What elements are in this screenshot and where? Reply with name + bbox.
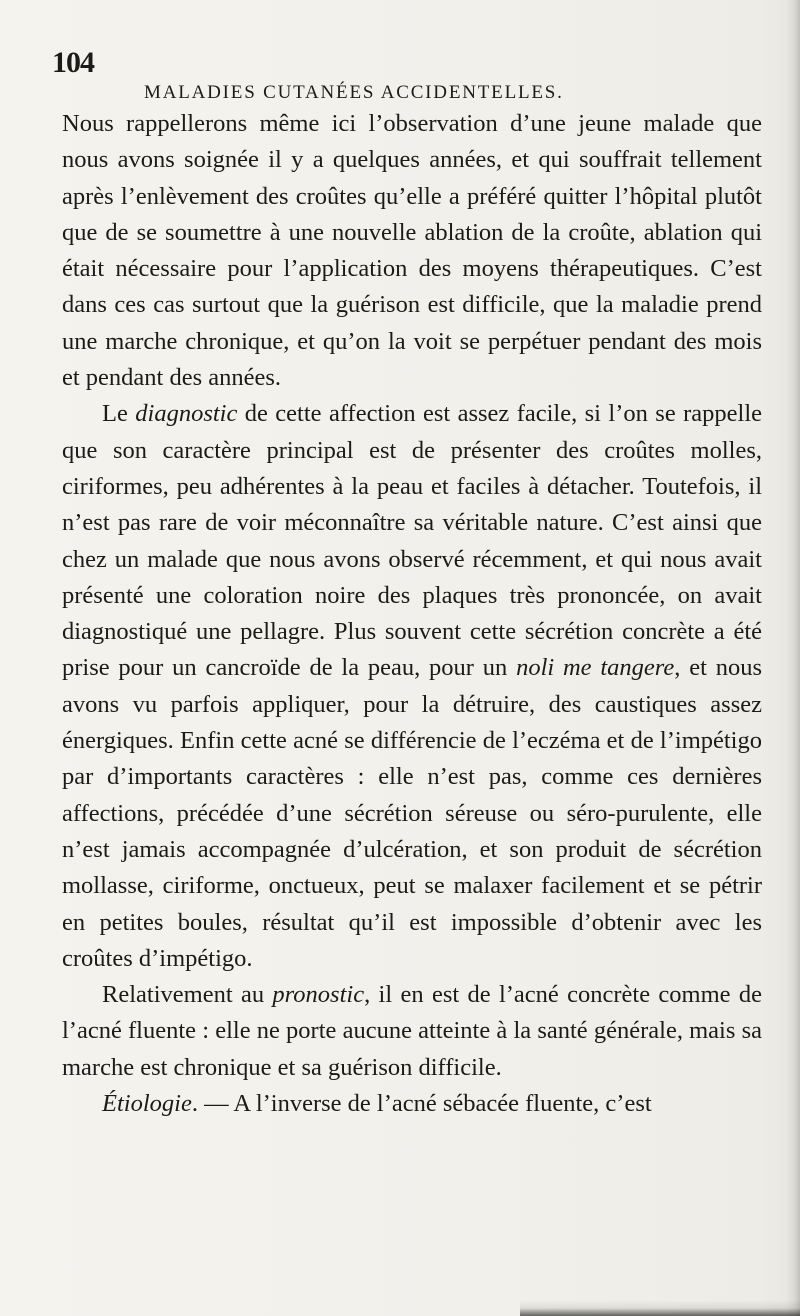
italic-term-noli-me-tangere: noli me tangere <box>516 654 675 682</box>
italic-term-pronostic: pronostic <box>272 981 365 1009</box>
paragraph-3-part-2: , il en est de l’acné concrète comme de l’acné fluente : elle ne porte aucune atteinte à la santé générale, mais sa marche est chronique et sa guérison difficile. <box>62 981 762 1081</box>
paragraph-2-part-2: de cette affection est assez facile, si l’on se rappelle que son caractère principal est de présenter des croûtes molles, ciriformes, peu adhérentes à la peau et faciles à détacher. Toutefois, il n’est pas rare de voir méconnaître sa véritable nature. C’est ainsi que chez un malade que nous avons observé récemment, et qui nous avait présenté une coloration noire des plaques très prononcée, on avait diagnostiqué une pellagre. Plus souvent cette sécrétion concrète a été prise pour un cancroïde de la peau, pour un <box>62 400 763 682</box>
paragraph-1-text: Nous rappellerons même ici l’observation d’une jeune malade que nous avons soignée il y a quelques années, et qui souffrait tellement après l’enlèvement des croûtes qu’elle a préféré quitter l’hôpital plutôt que de se soumettre à une nouvelle ablation de la croûte, ablation qui était nécessaire pour l’application des moyens thérapeutiques. C’est dans ces cas surtout que la guérison est difficile, que la maladie prend une marche chronique, et qu’on la voit se perpétuer pendant des mois et pendant des années. <box>62 110 762 392</box>
italic-term-etiologie: Étiologie <box>102 1090 192 1118</box>
body-text <box>62 106 762 1122</box>
page-number: 104 <box>52 46 94 79</box>
paragraph-3 <box>62 977 762 1086</box>
italic-term-diagnostic: diagnostic <box>135 400 238 428</box>
paragraph-4-part-1: . — A l’inverse de l’acné sébacée fluente, c’est <box>191 1090 652 1118</box>
page-edge-shadow <box>786 0 800 1316</box>
paragraph-2-part-1: Le <box>102 400 136 428</box>
paragraph-1 <box>62 106 762 396</box>
paragraph-2-part-3: , et nous avons vu parfois appliquer, pour la détruire, des caustiques assez énergiques. Enfin cette acné se différencie de l’eczéma et de l’impétigo par d’importants caractères : elle n’est pas, comme ces dernières affections, précédée d’une sécrétion séreuse ou séro-purulente, elle n’est jamais accompagnée d’ulcération, et son produit de sécrétion mollasse, ciriforme, onctueux, peut se malaxer facilement et se pétrir en petites boules, résultat qu’il est impossible d’obtenir avec les croûtes d’impétigo. <box>62 654 762 972</box>
paragraph-3-part-1: Relativement au <box>102 981 273 1009</box>
page-header <box>52 46 752 103</box>
running-head: MALADIES CUTANÉES ACCIDENTELLES. <box>144 82 564 103</box>
paragraph-2 <box>62 396 762 977</box>
paragraph-4 <box>62 1086 762 1122</box>
page-bottom-shadow <box>520 1300 800 1316</box>
